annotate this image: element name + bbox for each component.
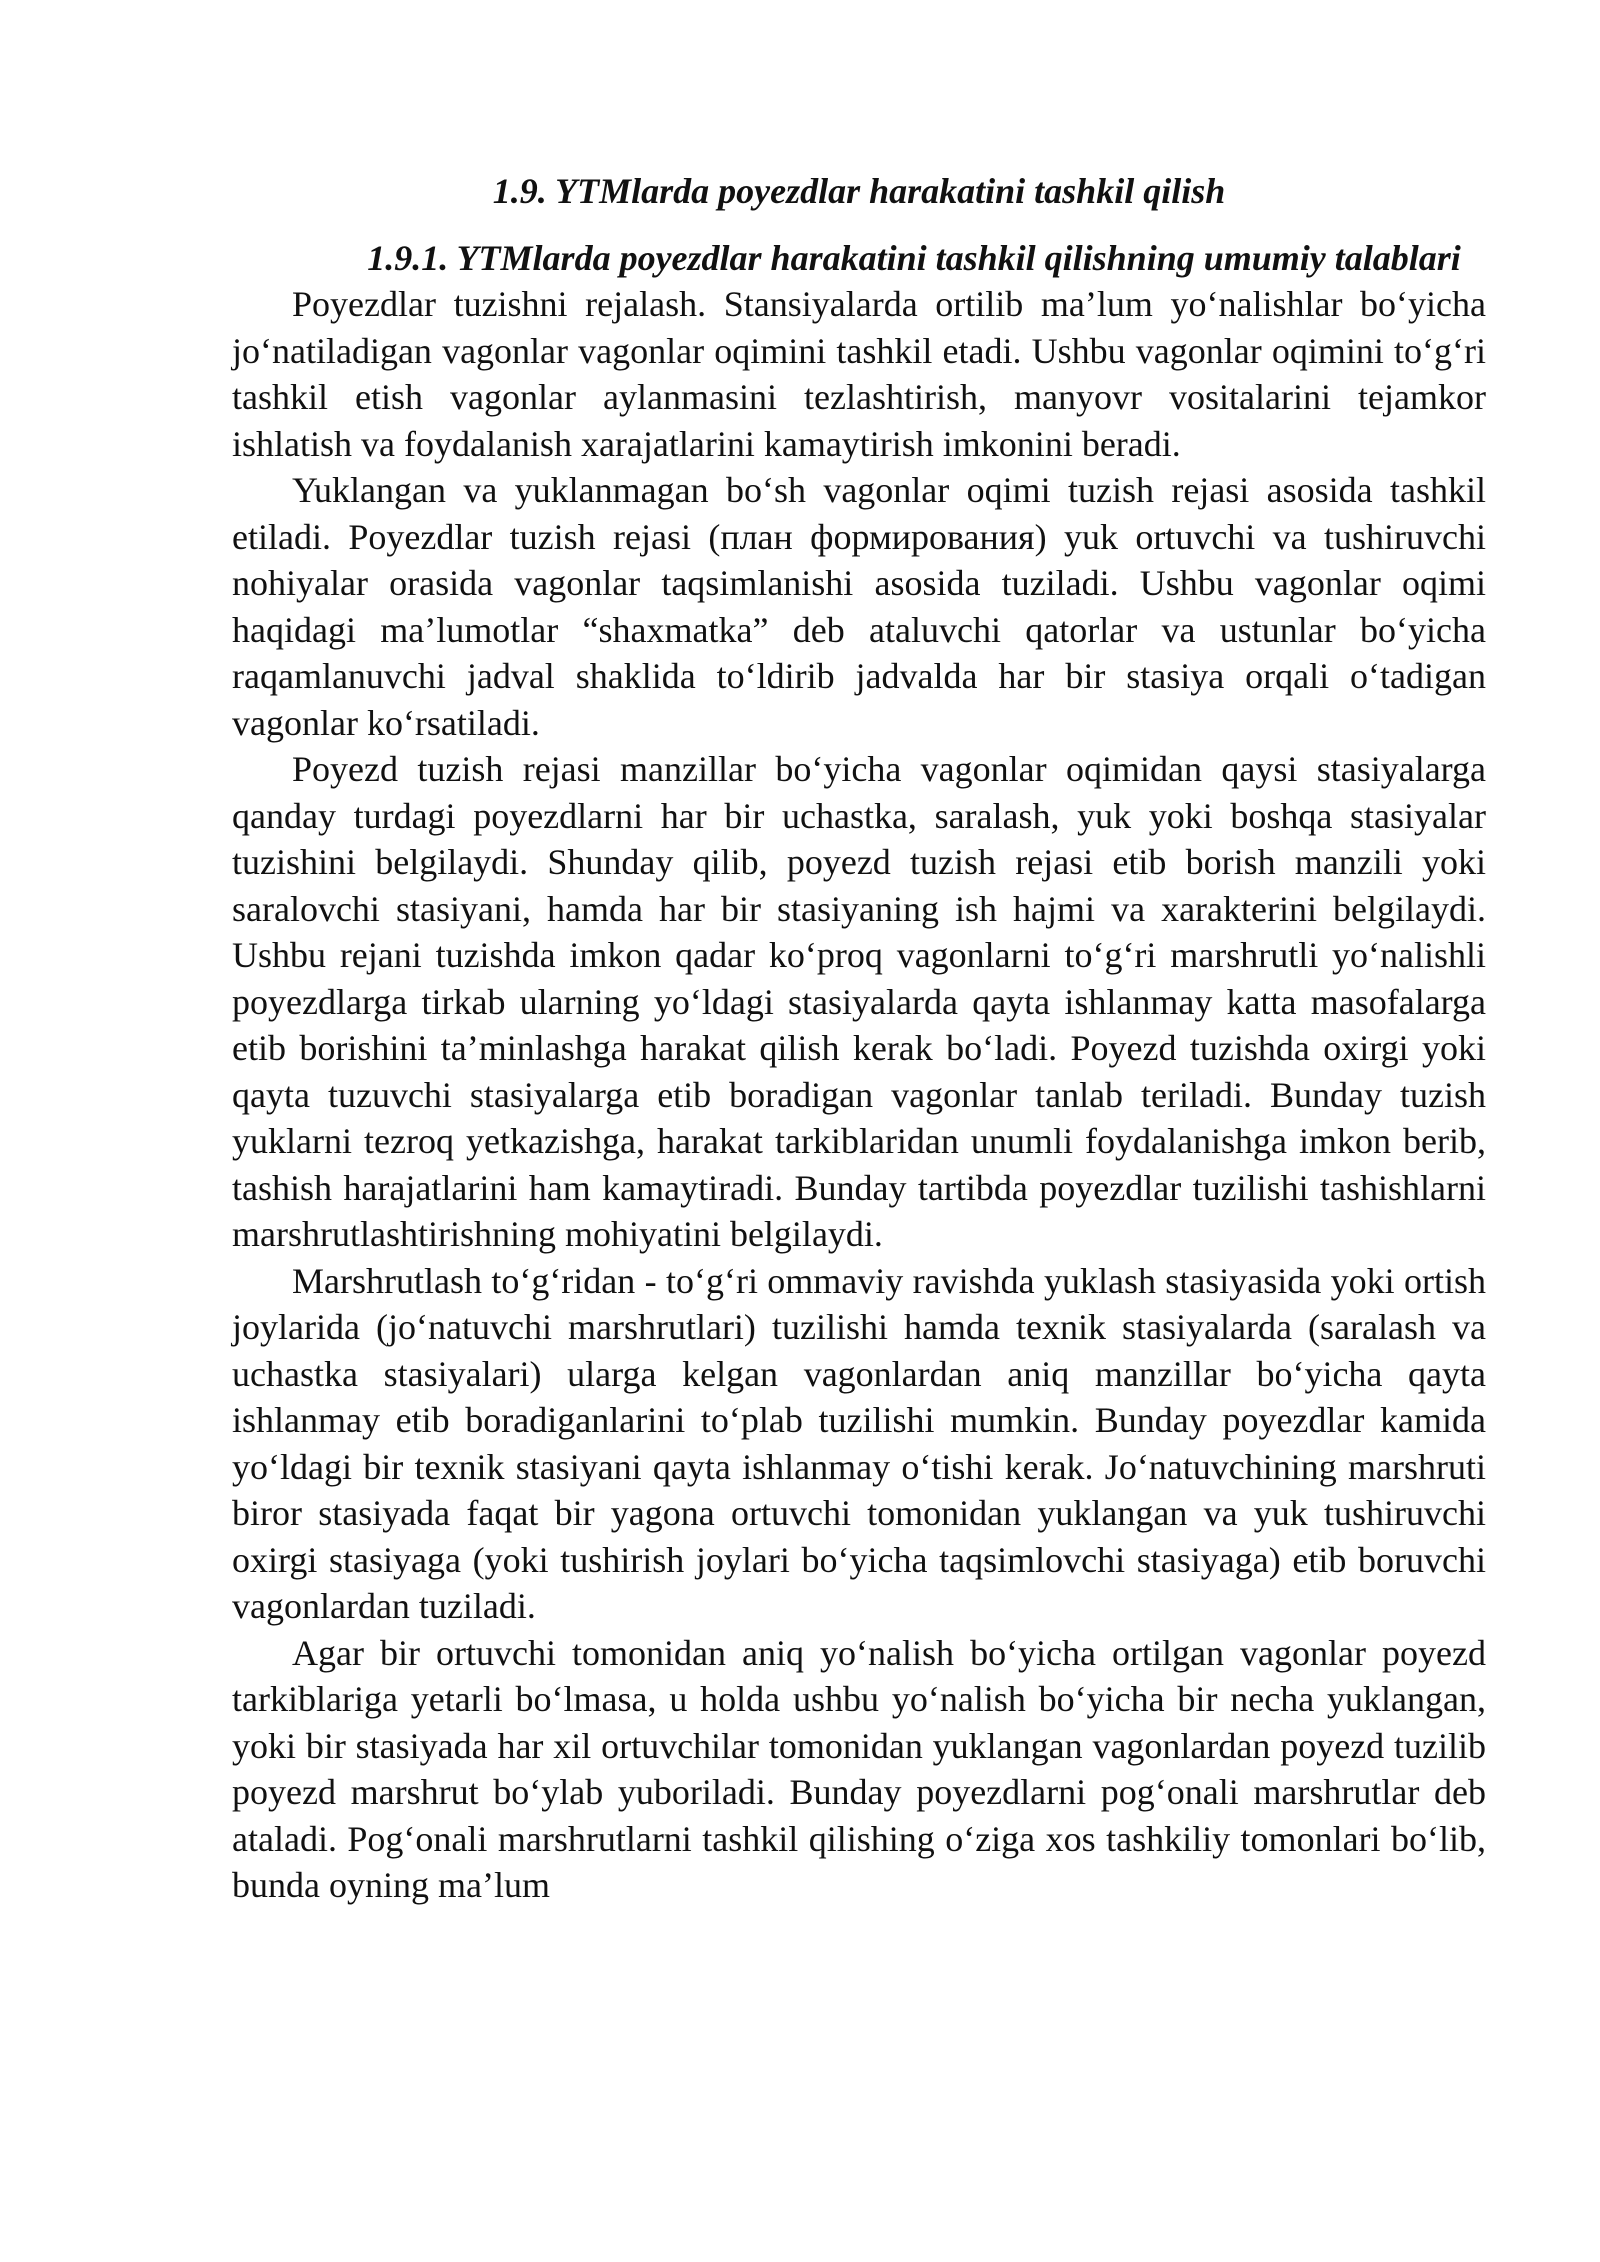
paragraph-5: Agar bir ortuvchi tomonidan aniq yo‘nalish bo‘yicha ortilgan vagonlar poyezd tarkiblariga yetarli bo‘lmasa, u holda ushbu yo‘nalish bo‘yicha bir necha yuklangan, yoki bir stasiyada har xil ortuvchilar tomonidan yuklangan vagonlardan poyezd tuzilib poyezd marshrut bo‘ylab yuboriladi. Bunday poyezdlarni pog‘onali marshrutlar deb ataladi. Pog‘onali marshrutlarni tashkil qilishing o‘ziga xos tashkiliy tomonlari bo‘lib, bunda oyning ma’lum xyxy=(232,1632,1486,1905)
paragraph-4: Marshrutlash to‘g‘ridan - to‘g‘ri ommaviy ravishda yuklash stasiyasida yoki ortish joylarida (jo‘natuvchi marshrutlari) tuzilishi hamda texnik stasiyalarda (saralash va uchastka stasiyalari) ularga kelgan vagonlardan aniq manzillar bo‘yicha qayta ishlanmay etib boradiganlarini to‘plab tuzilishi mumkin. Bunday poyezdlar kamida yo‘ldagi bir texnik stasiyani qayta ishlanmay o‘tishi kerak. Jo‘natuvchining marshruti biror stasiyada faqat bir yagona ortuvchi tomonidan yuklangan va yuk tushiruvchi oxirgi stasiyaga (yoki tushirish joylari bo‘yicha taqsimlovchi stasiyaga) etib boruvchi vagonlardan tuziladi. xyxy=(232,1260,1486,1626)
paragraph-1: Poyezdlar tuzishni rejalash. Stansiyalarda ortilib ma’lum yo‘nalishlar bo‘yicha jo‘natiladigan vagonlar vagonlar oqimini tashkil etadi. Ushbu vagonlar oqimini to‘g‘ri tashkil etish vagonlar aylanmasini tezlashtirish, manyovr vositalarini tejamkor ishlatish va foydalanish xarajatlarini kamaytirish imkonini beradi. xyxy=(232,284,1486,464)
section-heading: 1.9. YTMlarda poyezdlar harakatini tashkil qilish xyxy=(492,171,1226,211)
document-page xyxy=(232,168,1486,1909)
paragraph-2: Yuklangan va yuklanmagan bo‘sh vagonlar oqimi tuzish rejasi asosida tashkil etiladi. Poyezdlar tuzish rejasi (план формирования) yuk ortuvchi va tushiruvchi nohiyalar orasida vagonlar taqsimlanishi asosida tuziladi. Ushbu vagonlar oqimi haqidagi ma’lumotlar “shaxmatka” deb ataluvchi qatorlar va ustunlar bo‘yicha raqamlanuvchi jadval shaklida to‘ldirib jadvalda har bir stasiya orqali o‘tadigan vagonlar ko‘rsatiladi. xyxy=(232,470,1486,743)
paragraph-3: Poyezd tuzish rejasi manzillar bo‘yicha vagonlar oqimidan qaysi stasiyalarga qanday turdagi poyezdlarni har bir uchastka, saralash, yuk yoki boshqa stasiyalar tuzishini belgilaydi. Shunday qilib, poyezd tuzish rejasi etib borish manzili yoki saralovchi stasiyani, hamda har bir stasiyaning ish hajmi va xarakterini belgilaydi. Ushbu rejani tuzishda imkon qadar ko‘proq vagonlarni to‘g‘ri marshrutli yo‘nalishli poyezdlarga tirkab ularning yo‘ldagi stasiyalarda qayta ishlanmay katta masofalarga etib borishini ta’minlashga harakat qilish kerak bo‘ladi. Poyezd tuzishda oxirgi yoki qayta tuzuvchi stasiyalarga etib boradigan vagonlar tanlab teriladi. Bunday tuzish yuklarni tezroq yetkazishga, harakat tarkiblaridan unumli foydalanishga imkon berib, tashish harajatlarini ham kamaytiradi. Bunday tartibda poyezdlar tuzilishi tashishlarni marshrutlashtirishning mohiyatini belgilaydi. xyxy=(232,749,1486,1254)
subsection-heading: 1.9.1. YTMlarda poyezdlar harakatini tashkil qilishning umumiy talablari xyxy=(367,237,1461,278)
